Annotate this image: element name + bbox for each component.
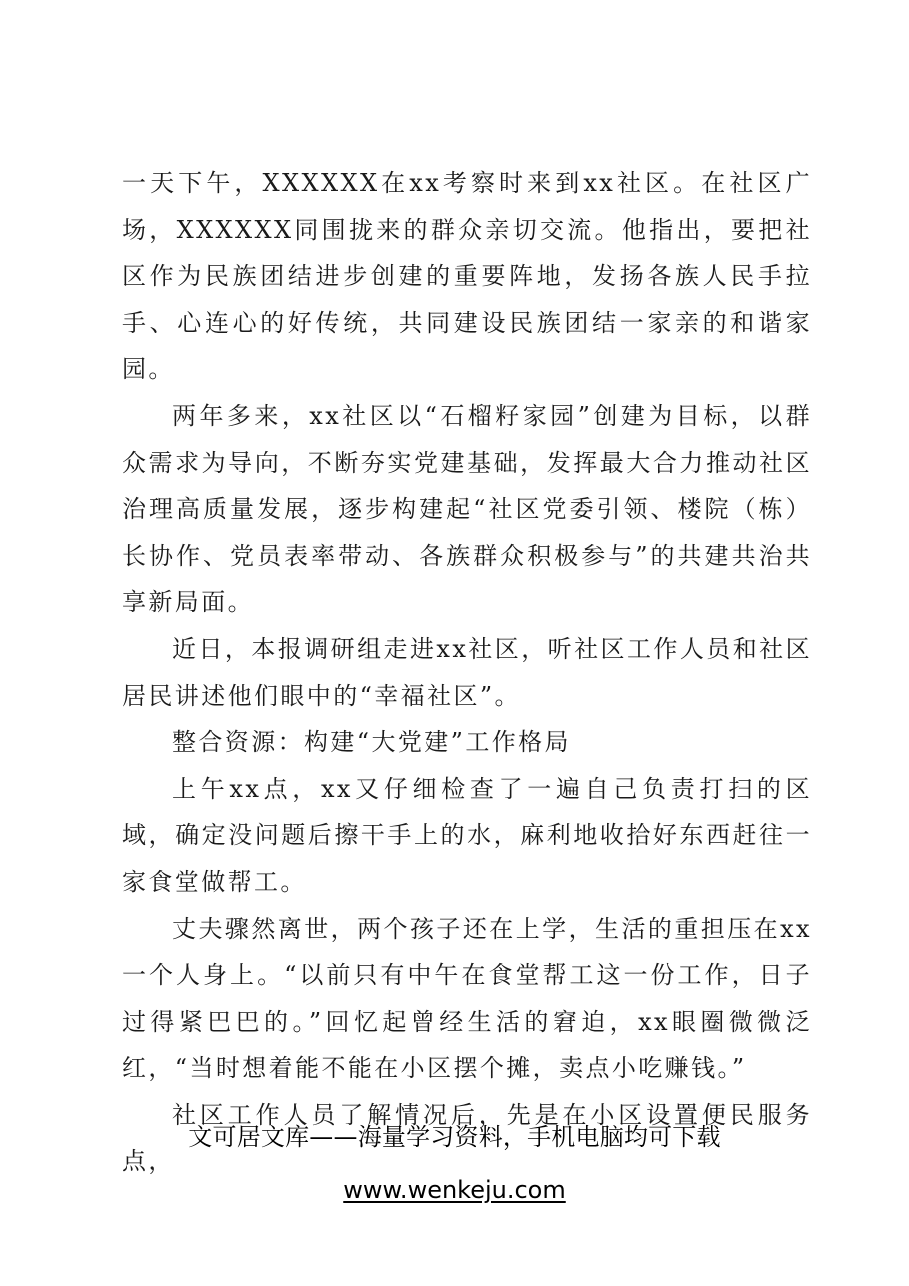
paragraph-6: 社区工作人员了解情况后，先是在小区设置便民服务点， xyxy=(122,1100,812,1176)
article-body xyxy=(122,160,812,1185)
paragraph-3: 近日，本报调研组走进xx社区，听社区工作人员和社区居民讲述他们眼中的“幸福社区”。 xyxy=(122,634,812,710)
section-heading: 整合资源：构建“大党建”工作格局 xyxy=(172,728,571,757)
paragraph-4: 上午xx点，xx又仔细检查了一遍自己负责打扫的区域，确定没问题后擦干手上的水，麻利地收拾好东西赶往一家食堂做帮工。 xyxy=(122,774,812,896)
footer-url-link[interactable]: www.wenkeju.com xyxy=(343,1176,566,1204)
footer-tagline: 文可居文库——海量学习资料，手机电脑均可下载 xyxy=(188,1123,721,1151)
paragraph-5: 丈夫骤然离世，两个孩子还在上学，生活的重担压在xx一个人身上。“以前只有中午在食堂帮工这一份工作，日子过得紧巴巴的。”回忆起曾经生活的窘迫，xx眼圈微微泛红，“当时想着能不能在小区摆个摊，卖点小吃赚钱。” xyxy=(122,914,812,1083)
paragraph-1: 一天下午，XXXXXX在xx考察时来到xx社区。在社区广场，XXXXXX同围拢来的群众亲切交流。他指出，要把社区作为民族团结进步创建的重要阵地，发扬各族人民手拉手、心连心的好传统，共同建设民族团结一家亲的和谐家园。 xyxy=(122,169,812,384)
paragraph-2: 两年多来，xx社区以“石榴籽家园”创建为目标，以群众需求为导向，不断夯实党建基础，发挥最大合力推动社区治理高质量发展，逐步构建起“社区党委引领、楼院（栋）长协作、党员表率带动、各族群众积极参与”的共建共治共享新局面。 xyxy=(122,401,812,617)
